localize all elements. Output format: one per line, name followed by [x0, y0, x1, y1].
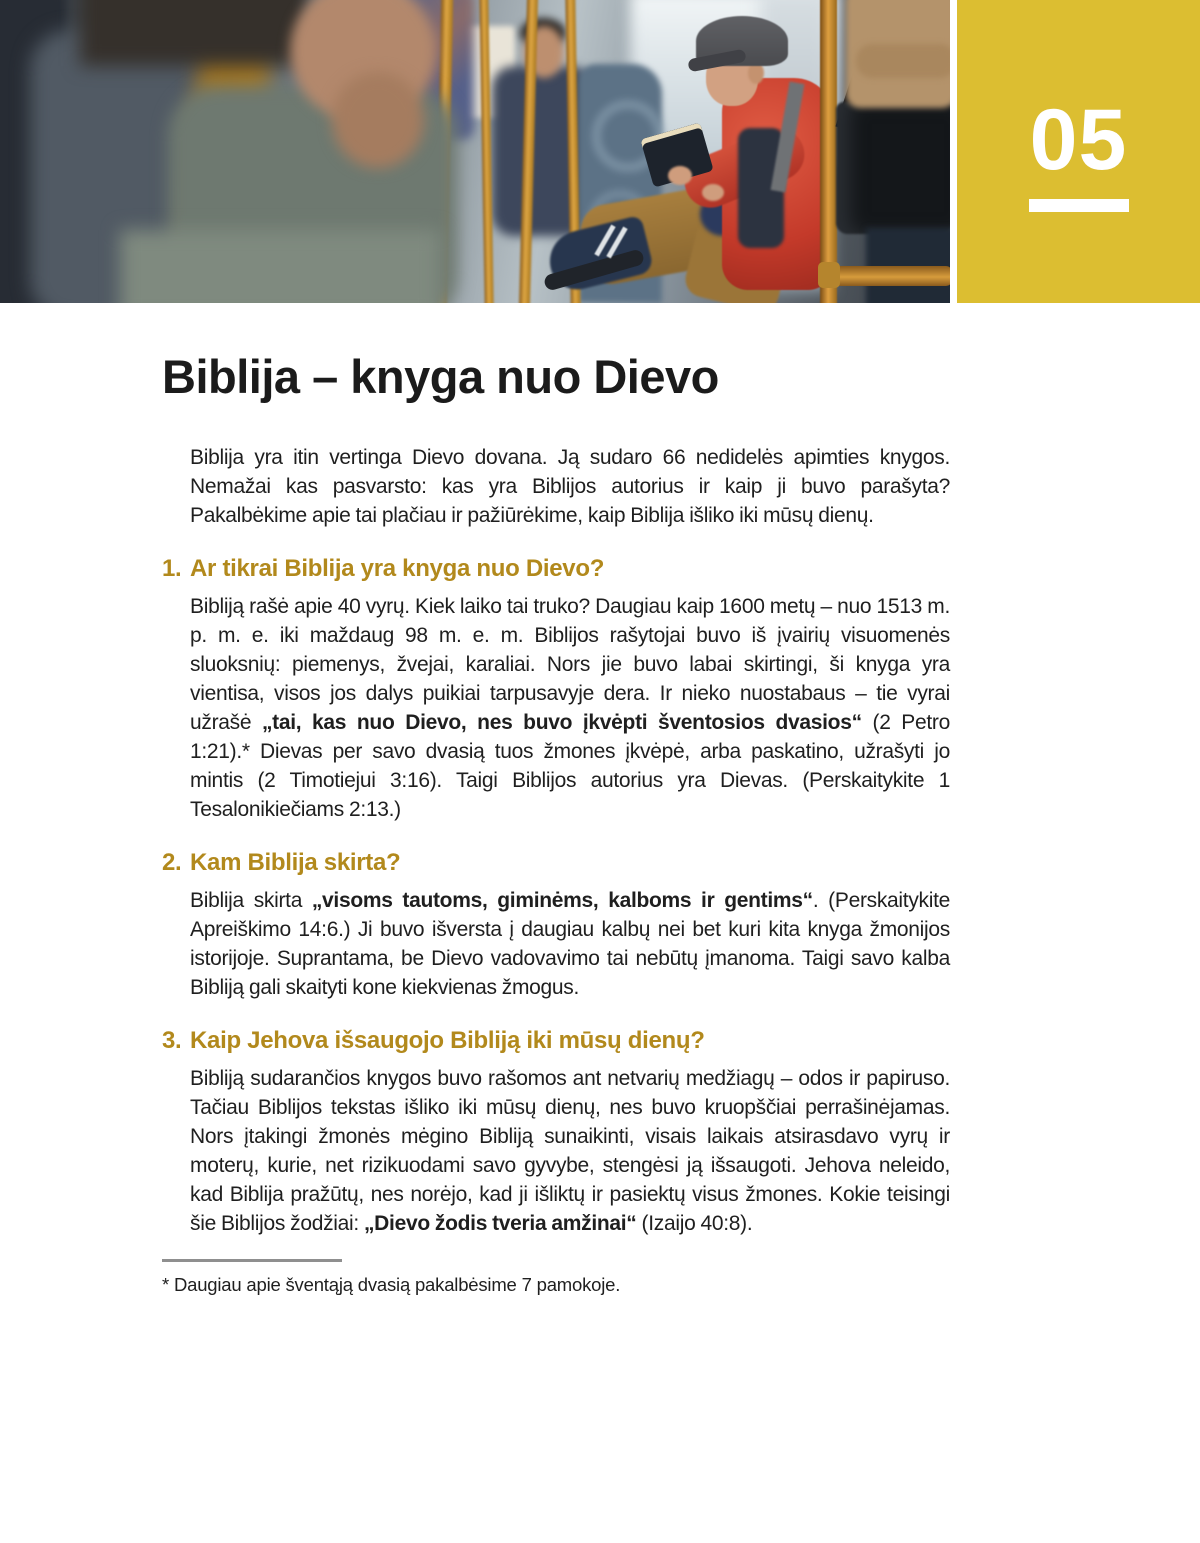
section-2-heading	[162, 849, 950, 877]
shoulder-bag	[836, 102, 950, 234]
intro-paragraph: Biblija yra itin vertinga Dievo dovana. Ją sudaro 66 nedidelės apimties knygos. Nemažai kas pasvarsto: kas yra Biblijos autorius ir kaip ji buvo parašyta? Pakalbėkime apie tai plačiau ir pažiūrėkime, kaip Biblija išliko iki mūsų dienų.	[190, 446, 950, 527]
section-1-paragraph: Bibliją rašė apie 40 vyrų. Kiek laiko tai truko? Daugiau kaip 1600 metų – nuo 1513 m. p. m. e. iki maždaug 98 m. e. m. Biblijos rašytojai buvo iš įvairių visuomenės sluoksnių: piemenys, žvejai, karaliai. Nors jie buvo labai skirtingi, ši knyga yra vientisa, visos jos dalys puikiai tarpusavyje dera. Ir nieko nuostabaus – tie vyrai užrašė „tai, kas nuo Dievo, nes buvo įkvėpti šventosios dvasios“ (2 Petro 1:21).* Dievas per savo dvasią tuos žmones įkvėpė, arba paskatino, užrašyti jo mintis (2 Timotiejui 3:16). Taigi Biblijos autorius yra Dievas. (Perskaitykite 1 Tesalonikiečiams 2:13.)	[190, 595, 951, 821]
section-3-number: 3.	[162, 1027, 182, 1054]
lesson-content	[162, 303, 950, 1297]
section-3	[162, 1027, 950, 1238]
section-3-heading	[162, 1027, 950, 1055]
section-2-heading-text: Kam Biblija skirta?	[190, 849, 401, 876]
section-1-heading	[162, 555, 950, 583]
handrail-joint	[818, 262, 840, 288]
lesson-number-badge	[957, 0, 1200, 303]
footnote-text: * Daugiau apie šventąją dvasią pakalbėsime 7 pamokoje.	[162, 1274, 621, 1295]
section-2-number: 2.	[162, 849, 182, 876]
section-1	[162, 555, 950, 824]
reading-man-hand	[668, 166, 692, 185]
handrail-pole-front	[820, 0, 837, 303]
standing-passenger-arm	[856, 44, 950, 78]
section-2-paragraph: Biblija skirta „visoms tautoms, giminėms, kalboms ir gentims“. (Perskaitykite Apreiškimo 14:6.) Ji buvo išversta į daugiau kalbų nei bet kuri kita knyga žmonijos istorijoje. Suprantama, be Dievo vadovavimo tai nebūtų įmanoma. Taigi savo kalba Bibliją gali skaityti kone kiekvienas žmogus.	[190, 889, 950, 999]
handrail-horizontal	[822, 266, 950, 286]
foreground-shadow	[80, 0, 310, 66]
lesson-number: 05	[1029, 92, 1128, 188]
header-photo	[0, 0, 950, 303]
foreground-passenger-lap	[120, 230, 440, 303]
section-3-heading-text: Kaip Jehova išsaugojo Bibliją iki mūsų dienų?	[190, 1027, 705, 1054]
foreground-passenger-hand	[332, 72, 424, 168]
page-title: Biblija – knyga nuo Dievo	[162, 350, 719, 403]
section-3-paragraph: Bibliją sudarančios knygos buvo rašomos ant netvarių medžiagų – odos ir papiruso. Tačiau Biblijos tekstas išliko iki mūsų dienų, nes buvo kruopščiai perrašinėjamas. Nors įtakingi žmonės mėgino Bibliją sunaikinti, visais laikais atsirasdavo vyrų ir moterų, kurie, net rizikuodami savo gyvybe, stengėsi ją išsaugoti. Jehova neleido, kad Biblija pražūtų, nes norėjo, kad ji išliktų ir pasiektų visus žmones. Kokie teisingi šie Biblijos žodžiai: „Dievo žodis tveria amžinai“ (Izaijo 40:8).	[190, 1067, 950, 1235]
reading-man-hand	[702, 184, 724, 201]
section-1-number: 1.	[162, 555, 182, 582]
section-1-heading-text: Ar tikrai Biblija yra knyga nuo Dievo?	[190, 555, 605, 582]
lesson-number-underline	[1029, 199, 1129, 212]
footnote-separator	[162, 1259, 342, 1262]
section-2	[162, 849, 950, 1002]
page-header	[0, 0, 1200, 305]
